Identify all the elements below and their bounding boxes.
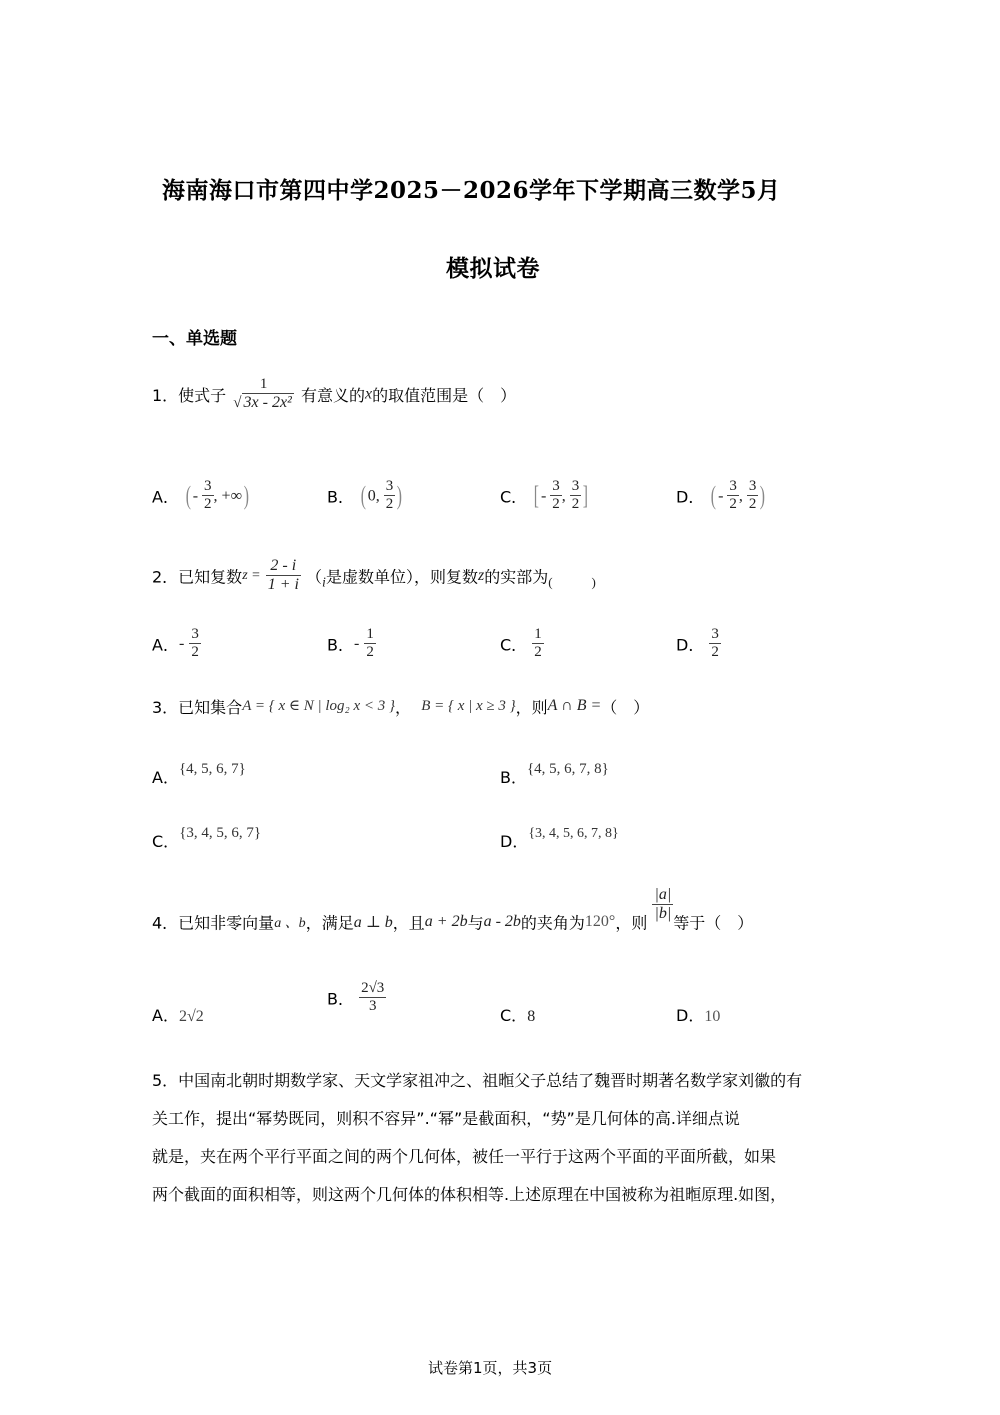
question-1-var: x xyxy=(364,385,373,403)
page-footer: 试卷第1页，共3页 xyxy=(428,1359,553,1377)
question-4-option-b[interactable]: B． $\frac{2√3}{3}$ xyxy=(327,980,385,1015)
question-1-middle: 有意义的 xyxy=(300,385,365,405)
question-1-suffix: 的取值范围是（ ） xyxy=(372,385,517,405)
question-2-option-a[interactable]: A．- $\frac{3}{2}$ xyxy=(152,626,199,661)
question-5-line: 两个截面的面积相等，则这两个几何体的体积相等.上述原理在中国被称为祖暅原理.如图， xyxy=(152,1185,787,1204)
set-a: A = { x ∈ N | log₂ x < 3 } xyxy=(242,698,395,714)
question-4-option-a[interactable]: A．2√2 xyxy=(152,1006,204,1025)
question-1-option-a[interactable]: A． ( - $\frac{3}{2}$ , +∞) xyxy=(152,478,249,513)
question-5-line: 关工作，提出“幂势既同，则积不容异”.“幂”是截面积，“势”是几何体的高.详细点说 xyxy=(152,1109,740,1128)
question-1-option-d[interactable]: D． ( - $\frac{3}{2}$ , $\frac{3}{2}$ ) xyxy=(676,478,766,513)
question-3: 3．已知集合A = { x ∈ N | log₂ x < 3 }， B = { x | x ≥ 3 }，则A ∩ B =（ ） xyxy=(152,697,650,717)
question-4: 4．已知非零向量a 、b，满足a ⊥ b，且a + 2b与a - 2b的夹角为120°，则 $\frac{|a|}{|b|}$ 等于（ ） xyxy=(152,886,754,933)
question-3-option-c[interactable]: C．{3, 4, 5, 6, 7} xyxy=(152,825,262,851)
section-heading-single-choice: 一、单选题 xyxy=(152,329,237,349)
question-4-option-d[interactable]: D．10 xyxy=(676,1006,721,1025)
question-2-option-c[interactable]: C． $\frac{1}{2}$ xyxy=(500,626,542,661)
question-1 xyxy=(152,376,516,413)
question-1-fraction: 1 √ 3x - 2x² xyxy=(233,376,292,412)
exam-title-line1: 海南海口市第四中学2025－2026学年下学期高三数学5月 xyxy=(162,177,781,204)
question-5-line: 就是，夹在两个平行平面之间的两个几何体，被任一平行于这两个平面的平面所截，如果 xyxy=(152,1147,777,1166)
question-2-option-d[interactable]: D． $\frac{3}{2}$ xyxy=(676,626,719,661)
question-5-line: 5．中国南北朝时期数学家、天文学家祖冲之、祖暅父子总结了魏晋时期著名数学家刘徽的有 xyxy=(152,1071,803,1090)
question-5 xyxy=(152,1062,852,1214)
question-1-prefix: 1．使式子 xyxy=(152,385,227,405)
exam-title-line2: 模拟试卷 xyxy=(446,255,540,282)
question-2-option-b[interactable]: B．- $\frac{1}{2}$ xyxy=(327,626,374,661)
question-2: 2．已知复数z = $\frac{2 - i}{1 + i}$ （i是虚数单位），则复数z的实部为$_{( )}$ xyxy=(152,557,596,594)
question-3-option-d[interactable]: D．{3, 4, 5, 6, 7, 8} xyxy=(500,826,619,851)
set-b: B = { x | x ≥ 3 } xyxy=(421,698,516,714)
question-4-option-c[interactable]: C．8 xyxy=(500,1006,536,1025)
question-1-option-b[interactable]: B． ( 0, $\frac{3}{2}$ ) xyxy=(327,478,403,513)
question-3-option-b[interactable]: B．{4, 5, 6, 7, 8} xyxy=(500,761,609,787)
question-1-option-c[interactable]: C． [ - $\frac{3}{2}$ , $\frac{3}{2}$ ] xyxy=(500,478,589,513)
question-3-option-a[interactable]: A．{4, 5, 6, 7} xyxy=(152,761,246,787)
